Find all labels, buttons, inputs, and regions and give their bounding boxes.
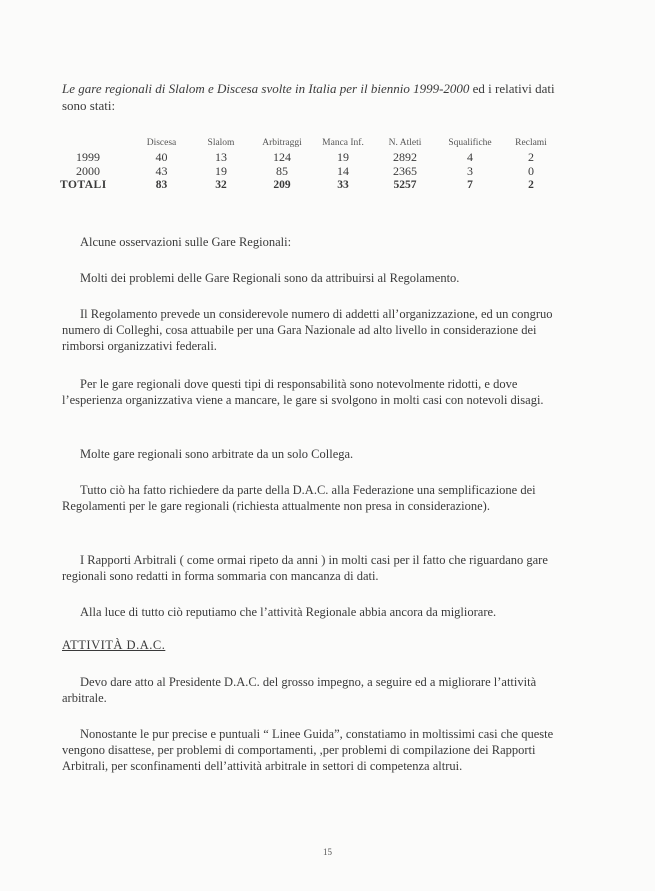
table-cell: 1999 (76, 150, 100, 164)
paragraph: Per le gare regionali dove questi tipi di responsabilità sono notevolmente ridotti, e dove l’esperienza organizzativa viene a mancare, le gare si svolgono in molti casi con notevoli disagi. (62, 377, 544, 407)
header-cell: Reclami (515, 138, 547, 148)
table-cell: 2000 (76, 164, 100, 178)
table-cell: 7 (467, 179, 473, 191)
table-cell: 209 (273, 179, 291, 191)
table-cell: 85 (276, 164, 288, 178)
table-cell: 13 (215, 150, 227, 164)
table-cell: 2 (528, 179, 534, 191)
paragraph: Tutto ciò ha fatto richiedere da parte della D.A.C. alla Federazione una semplificazione dei Regolamenti per le gare regionali (richiesta attualmente non presa in considerazione). (62, 483, 536, 513)
table-cell: 14 (337, 164, 349, 178)
header-cell: N. Atleti (388, 138, 422, 148)
table-cell: 2365 (393, 164, 417, 178)
table-cell: 124 (273, 150, 291, 164)
table-cell: 83 (155, 179, 168, 191)
paragraph: Devo dare atto al Presidente D.A.C. del grosso impegno, a seguire ed a migliorare l’attività arbitrale. (62, 675, 537, 705)
table-cell: 0 (528, 164, 534, 178)
stats-table (60, 136, 561, 192)
paragraph: Molte gare regionali sono arbitrate da un solo Collega. (80, 447, 354, 461)
table-cell: 43 (155, 164, 168, 178)
intro-text (62, 80, 582, 114)
table-cell: TOTALI (60, 179, 107, 191)
table-cell: 32 (215, 179, 227, 191)
header-cell: Discesa (146, 138, 177, 148)
intro-rest: ed i relativi dati sono stati: (62, 81, 555, 113)
table-cell: 19 (337, 150, 349, 164)
header-cell: Squalifiche (448, 138, 492, 148)
paragraph: Molti dei problemi delle Gare Regionali sono da attribuirsi al Regolamento. (80, 271, 460, 285)
table-row (60, 164, 561, 178)
table-cell: 40 (155, 150, 168, 164)
table-cell: 19 (215, 164, 227, 178)
header-cell: Arbitraggi (262, 138, 302, 148)
table-total-row (60, 178, 561, 192)
table-cell: 3 (467, 164, 473, 178)
table-cell: 5257 (393, 179, 417, 191)
paragraph: Il Regolamento prevede un considerevole numero di addetti all’organizzazione, ed un congruo numero di Colleghi, cosa attuabile per una Gara Nazionale ad alto livello in considerazione dei rimborsi organizzativi federali. (62, 307, 553, 353)
paragraph: Alcune osservazioni sulle Gare Regionali: (80, 235, 292, 249)
page-number: 15 (323, 847, 332, 857)
table-header-row (60, 136, 561, 150)
paragraph: Nonostante le pur precise e puntuali “ Linee Guida”, constatiamo in moltissimi casi che queste vengono disattese, per problemi di comportamenti, ,per problemi di compilazione dei Rapporti Arbitrali, per sconfinamenti dell’attività arbitrale in settori di competenza altrui. (62, 727, 554, 773)
paragraph: Alla luce di tutto ciò reputiamo che l’attività Regionale abbia ancora da migliorare. (80, 605, 497, 619)
table-cell: 4 (467, 150, 473, 164)
header-cell: Slalom (207, 138, 235, 148)
table-row (60, 150, 561, 164)
header-cell: Manca Inf. (322, 138, 364, 148)
table-cell: 2 (528, 150, 534, 164)
intro-italic: Le gare regionali di Slalom e Discesa svolte in Italia per il biennio 1999-2000 (62, 81, 470, 96)
paragraph: I Rapporti Arbitrali ( come ormai ripeto da anni ) in molti casi per il fatto che riguardano gare regionali sono redatti in forma sommaria con mancanza di dati. (62, 553, 548, 583)
section-heading: ATTIVITÀ D.A.C. (62, 638, 166, 652)
header-cell (60, 136, 130, 150)
table-cell: 2892 (393, 150, 417, 164)
table-cell: 33 (337, 179, 349, 191)
